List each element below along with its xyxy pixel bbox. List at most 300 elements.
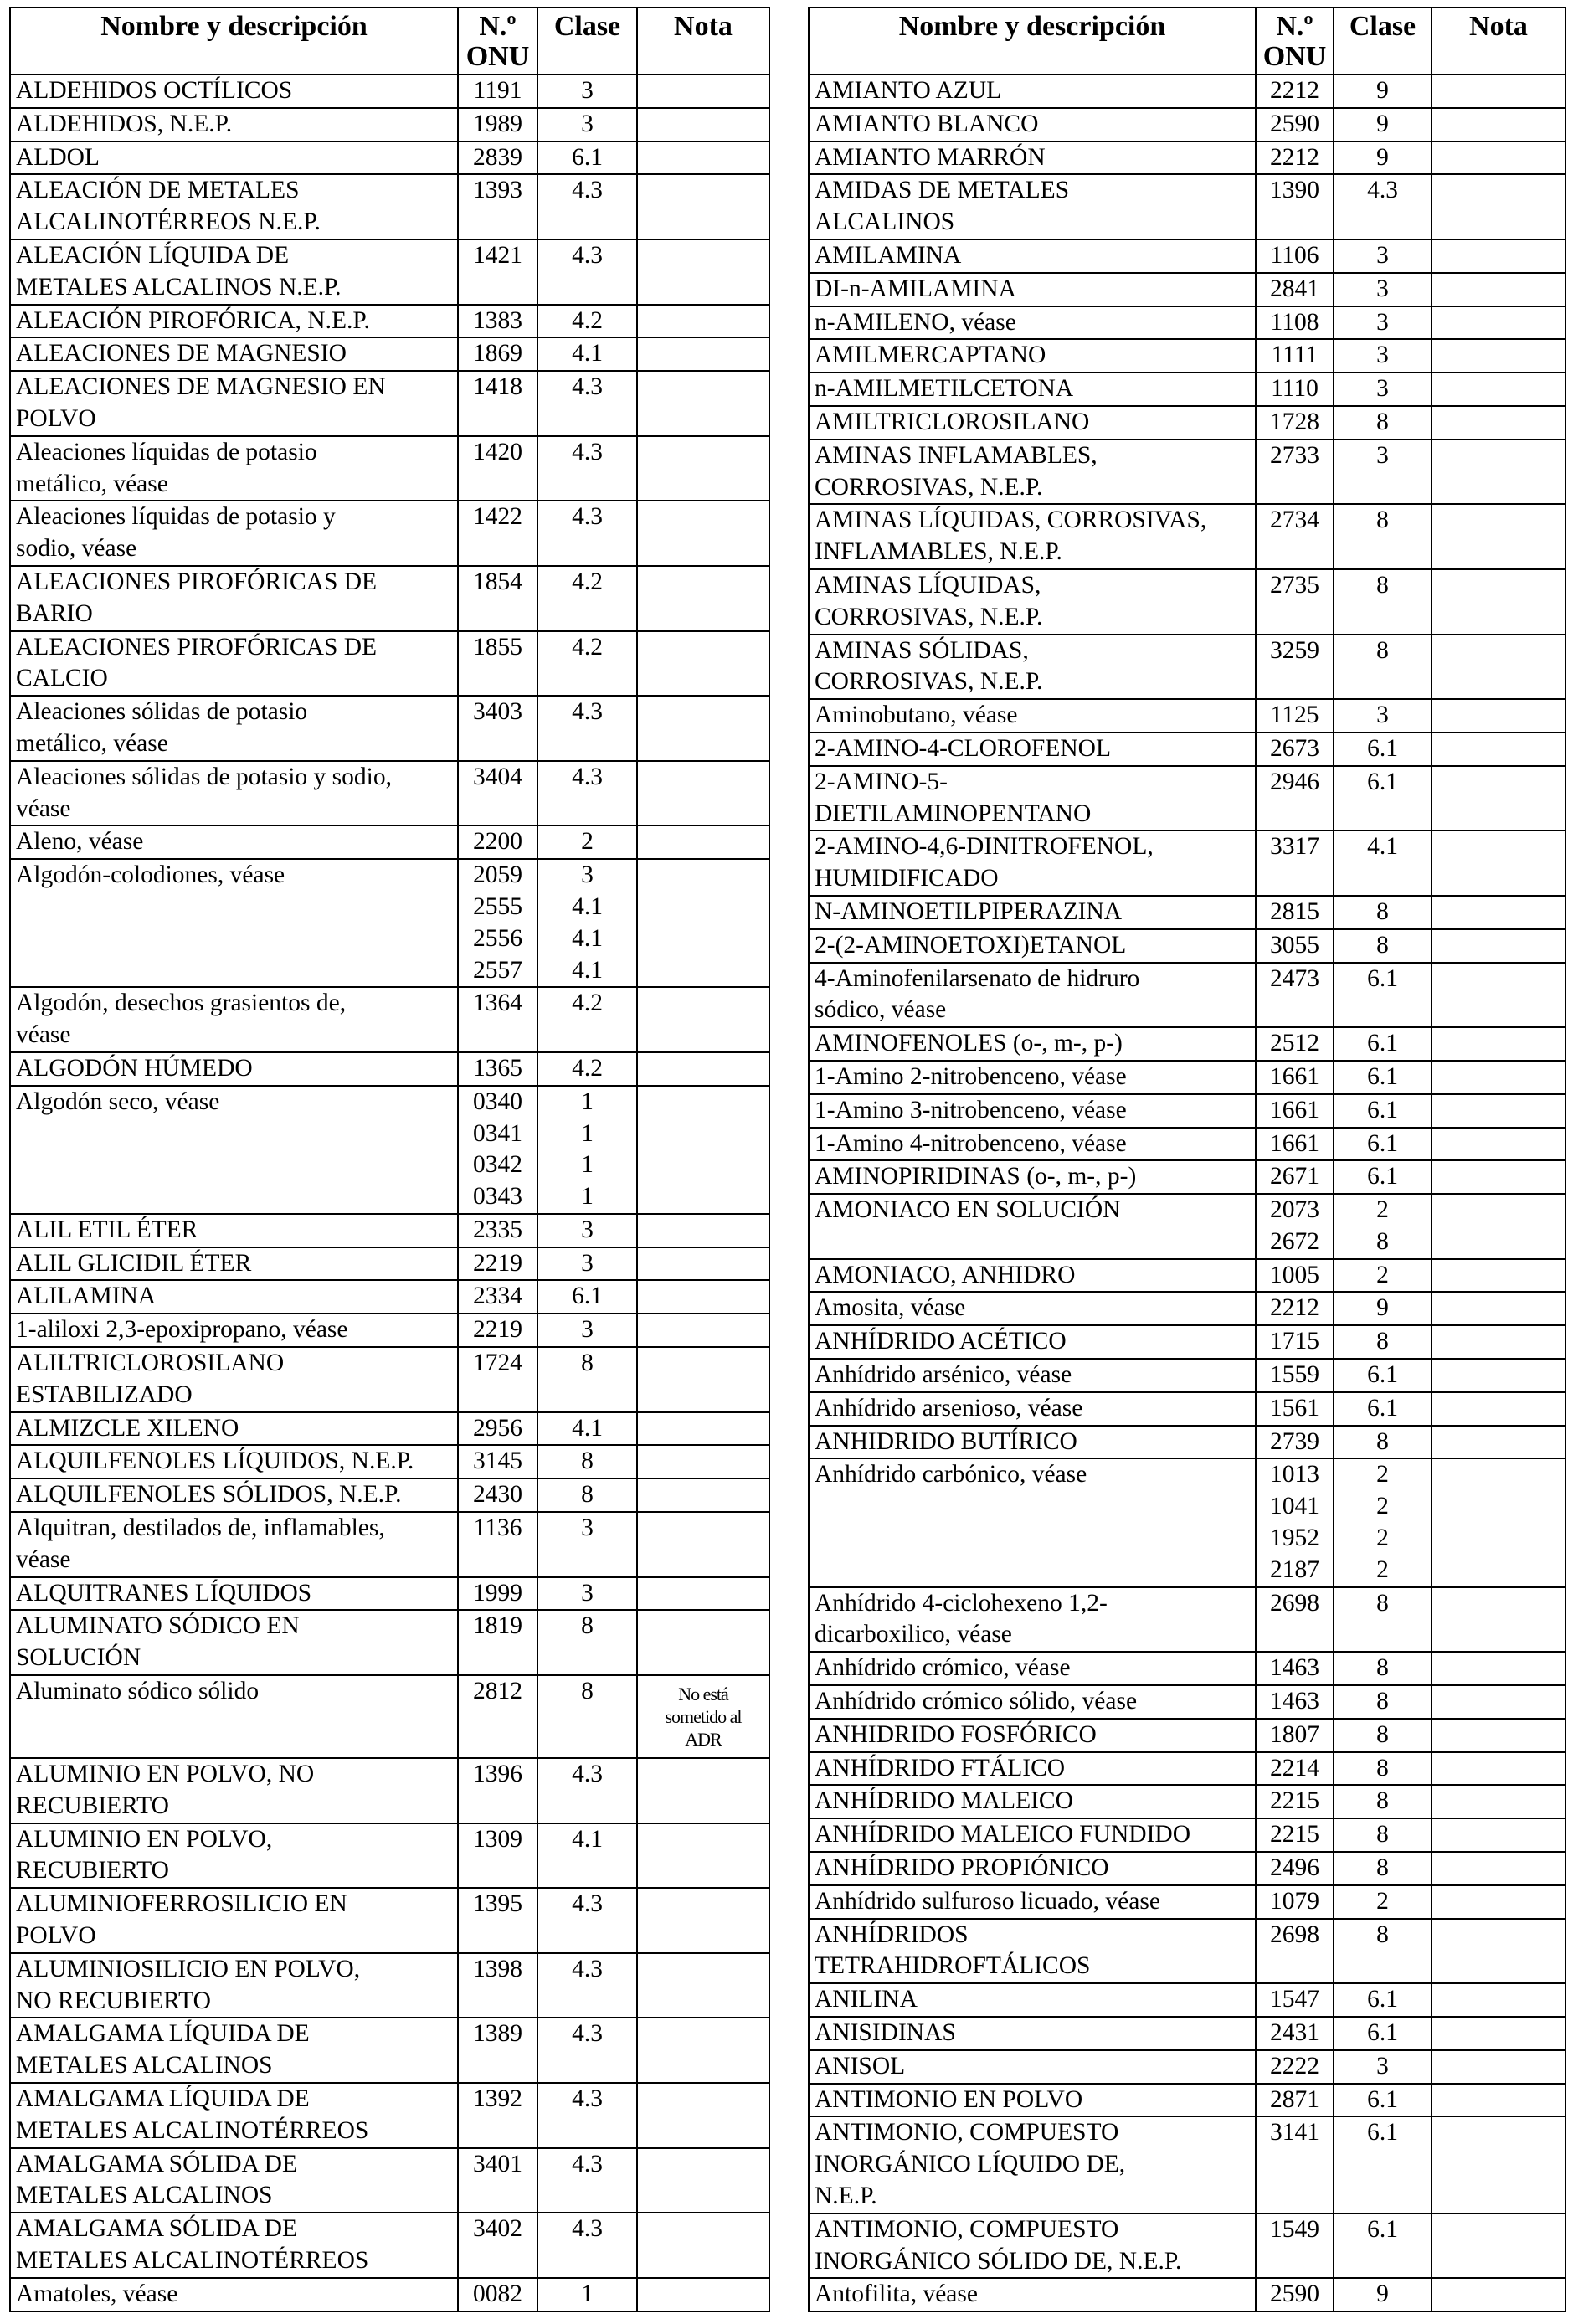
- un-number: 2212: [1256, 141, 1334, 175]
- table-row: [809, 239, 1565, 273]
- table-row: [809, 1885, 1565, 1919]
- hazard-class: 3: [537, 1512, 637, 1577]
- substance-name: AMINOFENOLES (o-, m-, p-): [809, 1027, 1256, 1061]
- note: [637, 1086, 769, 1214]
- note: [1432, 1094, 1565, 1128]
- table-row: [809, 273, 1565, 306]
- hazard-class: 9: [1334, 75, 1432, 108]
- note: [1432, 174, 1565, 239]
- table-row: [10, 436, 769, 501]
- hazard-class: 4.3: [537, 174, 637, 239]
- substance-name: ALUMINIO EN POLVO, NO RECUBIERTO: [10, 1758, 458, 1823]
- un-number: 1079: [1256, 1885, 1334, 1919]
- table-row: [10, 1247, 769, 1281]
- note: [1432, 733, 1565, 766]
- un-number: 1422: [458, 501, 537, 566]
- un-number: 1807: [1256, 1719, 1334, 1752]
- note: [1432, 1719, 1565, 1752]
- un-number: 1136: [458, 1512, 537, 1577]
- note: [637, 371, 769, 436]
- substance-name: 4-Aminofenilarsenato de hidruro sódico, véase: [809, 963, 1256, 1028]
- un-number: 2496: [1256, 1852, 1334, 1885]
- hazard-class: 4.3: [537, 1888, 637, 1953]
- table-row: [10, 1086, 769, 1214]
- un-number: 1013 1041 1952 2187: [1256, 1458, 1334, 1586]
- un-number: 1724: [458, 1347, 537, 1412]
- note: [637, 761, 769, 826]
- header-nota: Nota: [637, 8, 769, 75]
- note: [637, 1314, 769, 1347]
- note: [637, 1052, 769, 1086]
- table-row: [809, 406, 1565, 440]
- table-row: [809, 1061, 1565, 1094]
- header-row: [10, 8, 769, 75]
- table-row: [809, 963, 1565, 1028]
- hazard-class: 2: [537, 825, 637, 859]
- note: [637, 2148, 769, 2213]
- note: [637, 566, 769, 631]
- hazard-class: 6.1: [537, 141, 637, 175]
- note: [637, 2083, 769, 2148]
- note: [1432, 339, 1565, 373]
- un-number: 2334: [458, 1280, 537, 1314]
- substance-name: Aminobutano, véase: [809, 699, 1256, 733]
- note: [637, 1445, 769, 1478]
- un-number: 1389: [458, 2018, 537, 2083]
- un-number: 2212: [1256, 1292, 1334, 1325]
- note: [1432, 929, 1565, 963]
- substance-name: ALDEHIDOS, N.E.P.: [10, 108, 458, 141]
- hazard-class: 4.3: [1334, 174, 1432, 239]
- hazard-class: 4.3: [537, 1953, 637, 2018]
- substance-name: ALEACIONES DE MAGNESIO EN POLVO: [10, 371, 458, 436]
- table-row: [809, 929, 1565, 963]
- substance-name: ALIL ETIL ÉTER: [10, 1214, 458, 1247]
- header-name: Nombre y descripción: [809, 8, 1256, 75]
- hazard-class: 3: [1334, 339, 1432, 373]
- hazard-class: 2: [1334, 1259, 1432, 1293]
- table-row: [10, 1610, 769, 1675]
- un-number: 2812: [458, 1675, 537, 1758]
- hazard-class: 4.3: [537, 761, 637, 826]
- un-number: 2698: [1256, 1587, 1334, 1653]
- table-row: [809, 2017, 1565, 2050]
- substance-name: ALDEHIDOS OCTÍLICOS: [10, 75, 458, 108]
- un-number: 2215: [1256, 1818, 1334, 1852]
- table-row: [10, 75, 769, 108]
- substance-name: ALUMINIOSILICIO EN POLVO, NO RECUBIERTO: [10, 1953, 458, 2018]
- note: [637, 337, 769, 371]
- un-number: 2200: [458, 825, 537, 859]
- table-row: [809, 174, 1565, 239]
- hazard-class: 4.2: [537, 1052, 637, 1086]
- hazard-class: 2: [1334, 1885, 1432, 1919]
- table-row: [10, 1953, 769, 2018]
- hazard-class: 6.1: [1334, 1061, 1432, 1094]
- note: [1432, 896, 1565, 929]
- un-number: 2839: [458, 141, 537, 175]
- table-row: [809, 830, 1565, 896]
- note: [637, 696, 769, 761]
- table-row: [809, 1458, 1565, 1586]
- table-row: [809, 141, 1565, 175]
- note: [637, 1214, 769, 1247]
- header-clase: Clase: [537, 8, 637, 75]
- table-row: [10, 141, 769, 175]
- hazard-class: 3: [1334, 699, 1432, 733]
- un-number: 1819: [458, 1610, 537, 1675]
- note: [1432, 635, 1565, 700]
- un-number: 2734: [1256, 504, 1334, 569]
- note: [637, 1347, 769, 1412]
- substance-name: ALMIZCLE XILENO: [10, 1412, 458, 1446]
- note: [1432, 1027, 1565, 1061]
- hazard-class: 3: [1334, 239, 1432, 273]
- un-number: 0082: [458, 2278, 537, 2311]
- un-number: 1364: [458, 987, 537, 1052]
- note: [1432, 2050, 1565, 2084]
- substance-name: ANISOL: [809, 2050, 1256, 2084]
- note: [637, 436, 769, 501]
- table-row: [10, 2083, 769, 2148]
- hazard-class: 2 8: [1334, 1194, 1432, 1259]
- substance-name: AMILAMINA: [809, 239, 1256, 273]
- substance-name: Anhídrido arsenioso, véase: [809, 1392, 1256, 1426]
- un-number: 2590: [1256, 108, 1334, 141]
- hazard-class: 8: [537, 1445, 637, 1478]
- table-row: [809, 373, 1565, 406]
- table-row: [10, 2213, 769, 2278]
- hazard-class: 3: [537, 108, 637, 141]
- note: [637, 825, 769, 859]
- un-number: 1421: [458, 239, 537, 305]
- table-row: [10, 174, 769, 239]
- note: [1432, 1685, 1565, 1719]
- un-number: 1855: [458, 631, 537, 697]
- hazard-class: 8: [1334, 1587, 1432, 1653]
- substance-name: ANHÍDRIDOS TETRAHIDROFTÁLICOS: [809, 1919, 1256, 1984]
- note: [637, 1953, 769, 2018]
- hazard-class: 8: [1334, 635, 1432, 700]
- table-row: [10, 2278, 769, 2311]
- table-row: [809, 1194, 1565, 1259]
- hazard-class: 6.1: [1334, 2116, 1432, 2213]
- substance-name: AMALGAMA SÓLIDA DE METALES ALCALINOTÉRREOS: [10, 2213, 458, 2278]
- un-number: 1398: [458, 1953, 537, 2018]
- note: [1432, 830, 1565, 896]
- table-row: [10, 501, 769, 566]
- table-row: [809, 1392, 1565, 1426]
- un-number: 2073 2672: [1256, 1194, 1334, 1259]
- note: [1432, 1128, 1565, 1161]
- table-row: [10, 566, 769, 631]
- substance-name: AMALGAMA LÍQUIDA DE METALES ALCALINOS: [10, 2018, 458, 2083]
- note: [1432, 1458, 1565, 1586]
- table-row: [809, 766, 1565, 831]
- substance-name: ALEACIÓN PIROFÓRICA, N.E.P.: [10, 305, 458, 338]
- table-row: [10, 1512, 769, 1577]
- table-row: [809, 1160, 1565, 1194]
- hazard-class: 3: [1334, 2050, 1432, 2084]
- note: [637, 1478, 769, 1512]
- substance-name: Antofilita, véase: [809, 2278, 1256, 2311]
- un-number: 1390: [1256, 174, 1334, 239]
- un-number: 2214: [1256, 1752, 1334, 1786]
- substance-name: DI-n-AMILAMINA: [809, 273, 1256, 306]
- un-number: 0340 0341 0342 0343: [458, 1086, 537, 1214]
- table-row: [10, 1412, 769, 1446]
- substance-name: ANHÍDRIDO MALEICO FUNDIDO: [809, 1818, 1256, 1852]
- table-row: [10, 108, 769, 141]
- substance-name: Alquitran, destilados de, inflamables, véase: [10, 1512, 458, 1577]
- hazard-class: 9: [1334, 108, 1432, 141]
- hazard-class: 6.1: [1334, 1027, 1432, 1061]
- hazard-class: 8: [1334, 1752, 1432, 1786]
- un-number: 3404: [458, 761, 537, 826]
- note: [637, 2213, 769, 2278]
- hazard-class: 8: [537, 1675, 637, 1758]
- header-onu: N.º ONU: [1256, 8, 1334, 75]
- table-row: [809, 1719, 1565, 1752]
- hazard-class: 9: [1334, 1292, 1432, 1325]
- hazard-class: 3: [1334, 373, 1432, 406]
- substance-name: ANTIMONIO EN POLVO: [809, 2084, 1256, 2117]
- hazard-class: 1: [537, 2278, 637, 2311]
- note: [637, 1512, 769, 1577]
- hazard-class: 4.3: [537, 2018, 637, 2083]
- substance-name: ALEACIONES PIROFÓRICAS DE CALCIO: [10, 631, 458, 697]
- hazard-class: 8: [1334, 1818, 1432, 1852]
- substance-name: ANHÍDRIDO PROPIÓNICO: [809, 1852, 1256, 1885]
- note: [637, 987, 769, 1052]
- substance-name: ANHIDRIDO BUTÍRICO: [809, 1426, 1256, 1459]
- table-row: [809, 1652, 1565, 1685]
- substance-name: ALUMINIOFERROSILICIO EN POLVO: [10, 1888, 458, 1953]
- un-number: 2739: [1256, 1426, 1334, 1459]
- hazard-class: 4.3: [537, 501, 637, 566]
- un-number: 1383: [458, 305, 537, 338]
- note: [1432, 699, 1565, 733]
- substance-name: ALUMINATO SÓDICO EN SOLUCIÓN: [10, 1610, 458, 1675]
- table-row: [10, 631, 769, 697]
- un-number: 1420: [458, 436, 537, 501]
- un-number: 2222: [1256, 2050, 1334, 2084]
- table-row: [809, 1359, 1565, 1392]
- un-number: 2335: [458, 1214, 537, 1247]
- un-number: 2815: [1256, 896, 1334, 929]
- un-number: 1989: [458, 108, 537, 141]
- note: [1432, 239, 1565, 273]
- hazard-class: 6.1: [1334, 1094, 1432, 1128]
- un-number: 1854: [458, 566, 537, 631]
- substance-name: Amosita, véase: [809, 1292, 1256, 1325]
- table-row: [809, 306, 1565, 340]
- table-row: [10, 239, 769, 305]
- note: [1432, 1785, 1565, 1818]
- hazard-class: 8: [1334, 1652, 1432, 1685]
- hazard-class: 6.1: [1334, 1983, 1432, 2017]
- un-number: 1561: [1256, 1392, 1334, 1426]
- hazard-class: 4.2: [537, 566, 637, 631]
- substance-name: ALGODÓN HÚMEDO: [10, 1052, 458, 1086]
- note: No está sometido al ADR: [637, 1675, 769, 1758]
- note: [1432, 373, 1565, 406]
- note: [1432, 1194, 1565, 1259]
- substance-name: ANHÍDRIDO ACÉTICO: [809, 1325, 1256, 1359]
- note: [1432, 141, 1565, 175]
- hazard-class: 8: [1334, 504, 1432, 569]
- note: [637, 631, 769, 697]
- table-row: [809, 2213, 1565, 2279]
- note: [1432, 1160, 1565, 1194]
- substance-name: ANISIDINAS: [809, 2017, 1256, 2050]
- hazard-class: 6.1: [1334, 1160, 1432, 1194]
- substance-name: AMIANTO BLANCO: [809, 108, 1256, 141]
- un-number: 1108: [1256, 306, 1334, 340]
- table-row: [809, 1752, 1565, 1786]
- un-number: 1418: [458, 371, 537, 436]
- note: [1432, 108, 1565, 141]
- substance-name: 1-Amino 4-nitrobenceno, véase: [809, 1128, 1256, 1161]
- note: [1432, 2084, 1565, 2117]
- substance-name: AMINAS INFLAMABLES, CORROSIVAS, N.E.P.: [809, 440, 1256, 505]
- note: [1432, 1752, 1565, 1786]
- table-row: [10, 371, 769, 436]
- substance-name: ANTIMONIO, COMPUESTO INORGÁNICO SÓLIDO DE, N.E.P.: [809, 2213, 1256, 2279]
- table-row: [809, 2116, 1565, 2213]
- substance-name: n-AMILMETILCETONA: [809, 373, 1256, 406]
- table-row: [10, 1280, 769, 1314]
- un-number: 2671: [1256, 1160, 1334, 1194]
- un-number: 3141: [1256, 2116, 1334, 2213]
- note: [1432, 1392, 1565, 1426]
- table-row: [809, 1292, 1565, 1325]
- un-number: 1111: [1256, 339, 1334, 373]
- table-row: [10, 825, 769, 859]
- note: [637, 859, 769, 987]
- note: [1432, 1587, 1565, 1653]
- un-number: 3317: [1256, 830, 1334, 896]
- substance-name: 2-(2-AMINOETOXI)ETANOL: [809, 929, 1256, 963]
- table-row: [10, 1675, 769, 1758]
- note: [1432, 766, 1565, 831]
- note: [1432, 306, 1565, 340]
- table-row: [809, 1818, 1565, 1852]
- hazard-class: 4.3: [537, 239, 637, 305]
- table-row: [10, 1314, 769, 1347]
- substance-name: AMONIACO EN SOLUCIÓN: [809, 1194, 1256, 1259]
- table-row: [809, 1785, 1565, 1818]
- substance-name: ALQUITRANES LÍQUIDOS: [10, 1577, 458, 1611]
- table-row: [10, 1052, 769, 1086]
- un-number: 3402: [458, 2213, 537, 2278]
- hazard-class: 8: [1334, 929, 1432, 963]
- hazard-class: 6.1: [1334, 2084, 1432, 2117]
- un-number: 1559: [1256, 1359, 1334, 1392]
- hazard-class: 4.3: [537, 2213, 637, 2278]
- hazard-class: 8: [537, 1478, 637, 1512]
- note: [1432, 2278, 1565, 2311]
- table-row: [809, 339, 1565, 373]
- note: [1432, 1292, 1565, 1325]
- note: [1432, 1818, 1565, 1852]
- note: [637, 1280, 769, 1314]
- hazard-class: 6.1: [1334, 963, 1432, 1028]
- un-number: 2841: [1256, 273, 1334, 306]
- substance-name: AMONIACO, ANHIDRO: [809, 1259, 1256, 1293]
- hazard-class: 3: [537, 1314, 637, 1347]
- header-name: Nombre y descripción: [10, 8, 458, 75]
- un-number: 2059 2555 2556 2557: [458, 859, 537, 987]
- un-number: 2946: [1256, 766, 1334, 831]
- hazard-class: 8: [1334, 1325, 1432, 1359]
- un-number: 2733: [1256, 440, 1334, 505]
- un-number: 1549: [1256, 2213, 1334, 2279]
- un-number: 1005: [1256, 1259, 1334, 1293]
- substance-name: ALEACIONES PIROFÓRICAS DE BARIO: [10, 566, 458, 631]
- hazard-class: 3 4.1 4.1 4.1: [537, 859, 637, 987]
- substance-name: ANHIDRIDO FOSFÓRICO: [809, 1719, 1256, 1752]
- substance-name: ALUMINIO EN POLVO, RECUBIERTO: [10, 1823, 458, 1889]
- hazard-class: 8: [537, 1347, 637, 1412]
- note: [1432, 1259, 1565, 1293]
- note: [637, 2278, 769, 2311]
- table-row: [10, 1445, 769, 1478]
- un-number: 1106: [1256, 239, 1334, 273]
- note: [637, 1577, 769, 1611]
- substance-name: AMIANTO MARRÓN: [809, 141, 1256, 175]
- note: [1432, 1652, 1565, 1685]
- note: [637, 174, 769, 239]
- table-row: [809, 1325, 1565, 1359]
- substance-name: ANTIMONIO, COMPUESTO INORGÁNICO LÍQUIDO DE, N.E.P.: [809, 2116, 1256, 2213]
- note: [1432, 1983, 1565, 2017]
- table-row: [809, 1259, 1565, 1293]
- hazard-class: 4.1: [537, 337, 637, 371]
- substance-name: AMALGAMA SÓLIDA DE METALES ALCALINOS: [10, 2148, 458, 2213]
- table-row: [809, 504, 1565, 569]
- hazard-class: 8: [537, 1610, 637, 1675]
- hazard-class: 3: [1334, 273, 1432, 306]
- un-number: 2219: [458, 1247, 537, 1281]
- hazard-class: 4.2: [537, 631, 637, 697]
- note: [637, 1610, 769, 1675]
- substance-name: Anhídrido crómico, véase: [809, 1652, 1256, 1685]
- note: [637, 1247, 769, 1281]
- note: [1432, 2017, 1565, 2050]
- un-number: 1728: [1256, 406, 1334, 440]
- substance-name: ALEACIÓN LÍQUIDA DE METALES ALCALINOS N.E.P.: [10, 239, 458, 305]
- hazard-class: 4.3: [537, 436, 637, 501]
- un-number: 3055: [1256, 929, 1334, 963]
- table-row: [10, 1758, 769, 1823]
- note: [637, 1823, 769, 1889]
- un-number: 1395: [458, 1888, 537, 1953]
- hazard-class: 8: [1334, 1785, 1432, 1818]
- hazard-class: 4.2: [537, 305, 637, 338]
- un-number: 1309: [458, 1823, 537, 1889]
- hazard-class: 6.1: [1334, 733, 1432, 766]
- header-onu: N.º ONU: [458, 8, 537, 75]
- substance-name: Amatoles, véase: [10, 2278, 458, 2311]
- substance-name: AMIDAS DE METALES ALCALINOS: [809, 174, 1256, 239]
- un-number: 2219: [458, 1314, 537, 1347]
- un-number: 1547: [1256, 1983, 1334, 2017]
- note: [637, 2018, 769, 2083]
- hazard-class: 6.1: [1334, 1128, 1432, 1161]
- hazard-class: 3: [537, 75, 637, 108]
- un-number: 3145: [458, 1445, 537, 1478]
